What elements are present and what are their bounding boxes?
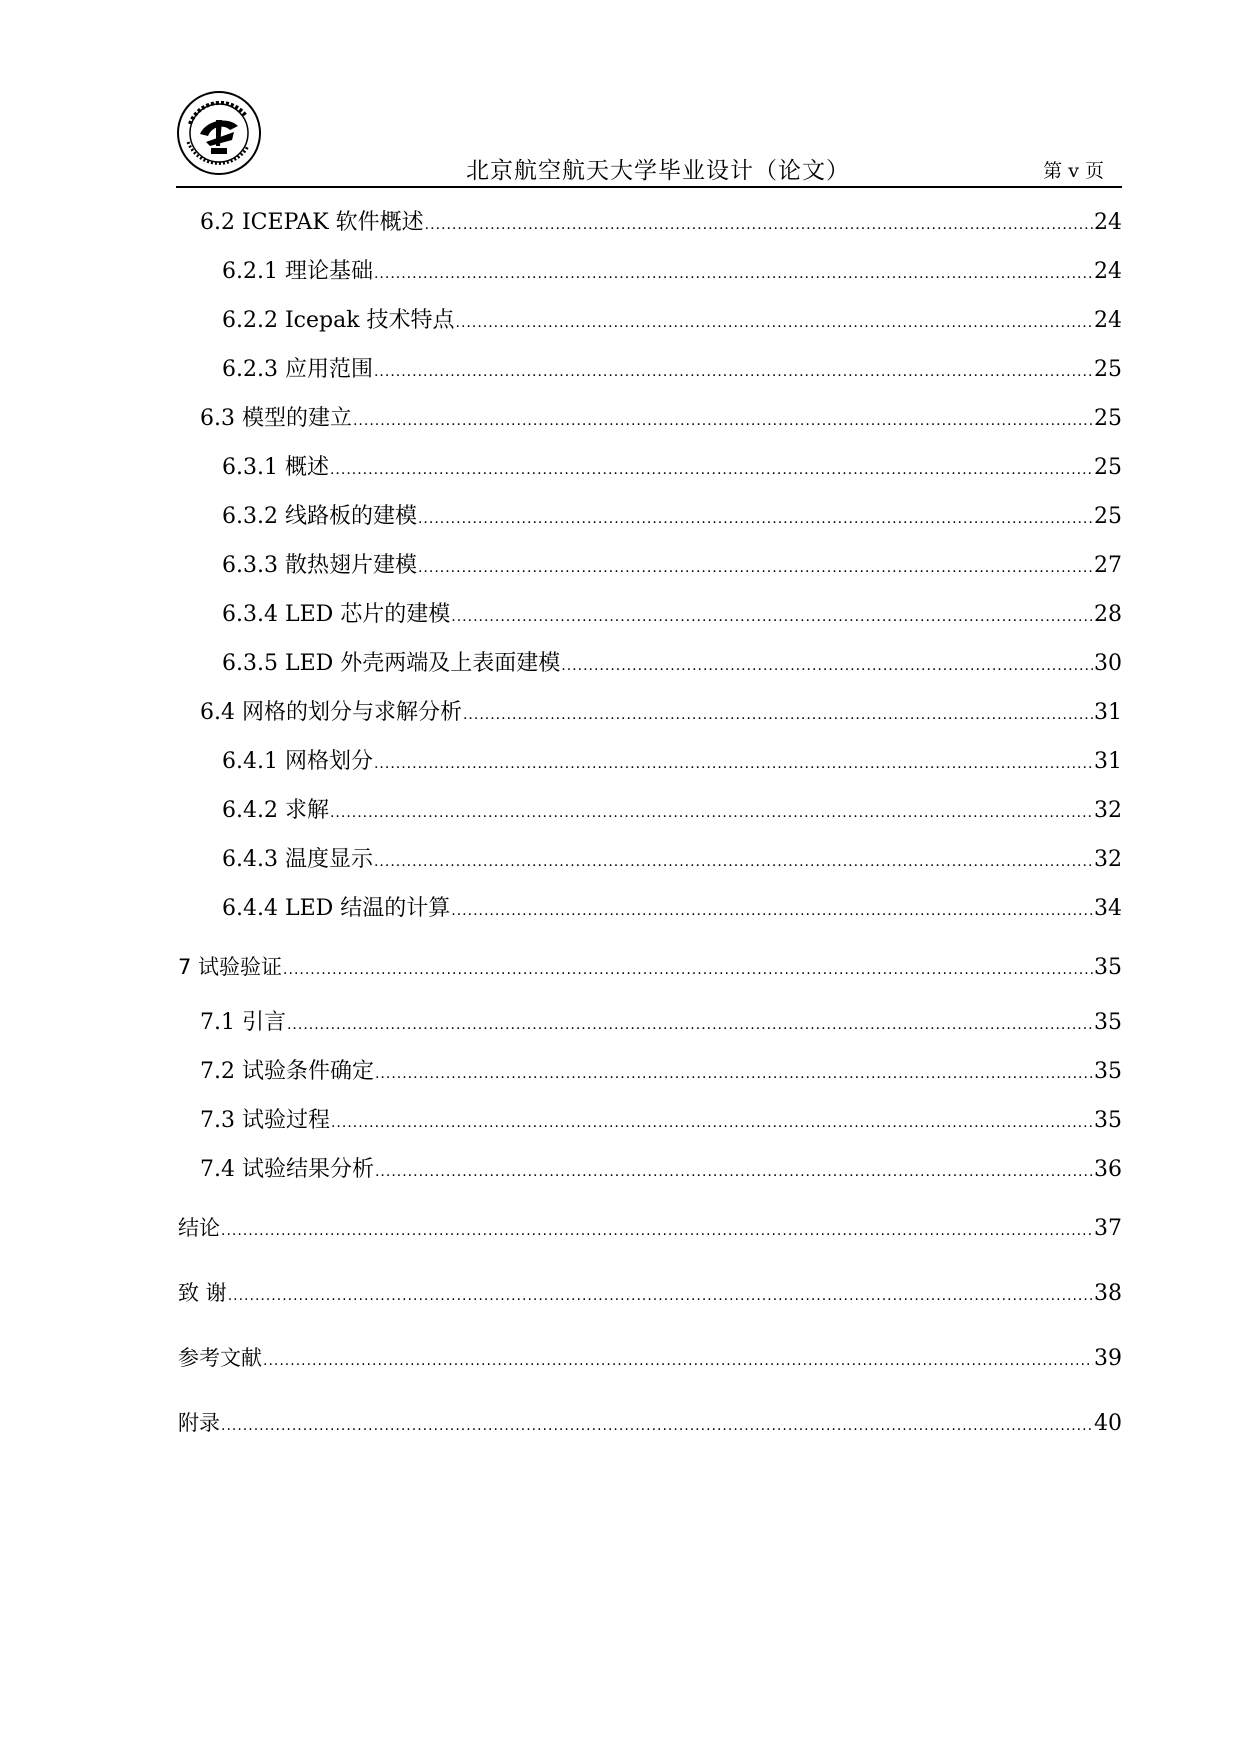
- header-title: 北京航空航天大学毕业设计（论文）: [466, 158, 850, 184]
- dot-leader: [374, 740, 1093, 789]
- toc-entry-page: 39: [1094, 1346, 1122, 1371]
- toc-entry[interactable]: [178, 688, 1122, 737]
- page-header: [176, 90, 1122, 190]
- toc-entry-label: 6.3 模型的建立: [200, 406, 352, 431]
- toc-entry[interactable]: [178, 937, 1122, 998]
- toc-entry[interactable]: [178, 1328, 1122, 1389]
- toc-entry[interactable]: [178, 492, 1122, 541]
- university-logo-icon: [176, 90, 262, 176]
- toc-entry-label: 7.2 试验条件确定: [200, 1059, 374, 1084]
- toc-entry[interactable]: [178, 835, 1122, 884]
- toc-entry-label: 6.4.4 LED 结温的计算: [222, 896, 451, 921]
- toc-entry-page: 35: [1094, 1010, 1122, 1035]
- toc-entry-label: 致 谢: [178, 1281, 227, 1305]
- dot-leader: [221, 1201, 1093, 1262]
- dot-leader: [375, 1050, 1093, 1099]
- toc-entry[interactable]: [178, 296, 1122, 345]
- toc-entry[interactable]: [178, 1393, 1122, 1454]
- toc-entry[interactable]: [178, 1047, 1122, 1096]
- toc-entry-label: 6.3.4 LED 芯片的建模: [222, 602, 451, 627]
- toc-entry-page: 24: [1094, 308, 1122, 333]
- dot-leader: [374, 250, 1093, 299]
- dot-leader: [451, 887, 1093, 936]
- toc-entry-page: 40: [1094, 1411, 1122, 1436]
- toc-entry[interactable]: [178, 1263, 1122, 1324]
- toc-entry-page: 31: [1094, 749, 1122, 774]
- toc-entry-page: 35: [1094, 1059, 1122, 1084]
- dot-leader: [374, 348, 1093, 397]
- toc-entry[interactable]: [178, 639, 1122, 688]
- dot-leader: [330, 789, 1093, 838]
- dot-leader: [418, 495, 1093, 544]
- toc-entry[interactable]: [178, 590, 1122, 639]
- dot-leader: [287, 1001, 1093, 1050]
- toc-entry-label: 6.2.2 Icepak 技术特点: [222, 308, 455, 333]
- toc-entry-page: 27: [1094, 553, 1122, 578]
- toc-entry-label: 6.2.1 理论基础: [222, 259, 373, 284]
- toc-entry-page: 25: [1094, 504, 1122, 529]
- dot-leader: [374, 838, 1093, 887]
- toc-entry-label: 6.3.5 LED 外壳两端及上表面建模: [222, 651, 561, 676]
- toc-entry-page: 28: [1094, 602, 1122, 627]
- toc-entry-page: 32: [1094, 798, 1122, 823]
- toc-entry[interactable]: [178, 394, 1122, 443]
- toc-entry-page: 35: [1094, 1108, 1122, 1133]
- dot-leader: [561, 642, 1093, 691]
- toc-entry-label: 结论: [178, 1216, 220, 1240]
- toc-entry[interactable]: [178, 786, 1122, 835]
- dot-leader: [353, 397, 1093, 446]
- toc-entry[interactable]: [178, 998, 1122, 1047]
- toc-entry-page: 35: [1094, 955, 1122, 980]
- toc-entry-label: 6.3.1 概述: [222, 455, 329, 480]
- toc-entry-label: 6.4.2 求解: [222, 798, 329, 823]
- dot-leader: [221, 1396, 1093, 1457]
- toc-entry[interactable]: [178, 541, 1122, 590]
- toc-entry[interactable]: [178, 1198, 1122, 1259]
- toc-entry[interactable]: [178, 737, 1122, 786]
- dot-leader: [425, 201, 1093, 250]
- dot-leader: [330, 446, 1093, 495]
- toc-entry[interactable]: [178, 1096, 1122, 1145]
- dot-leader: [463, 691, 1093, 740]
- toc-entry-page: 24: [1094, 259, 1122, 284]
- toc-entry[interactable]: [178, 345, 1122, 394]
- toc-entry-page: 31: [1094, 700, 1122, 725]
- toc-entry-label: 7 试验验证: [178, 955, 283, 979]
- toc-entry-page: 25: [1094, 406, 1122, 431]
- toc-entry[interactable]: [178, 247, 1122, 296]
- toc-entry-page: 38: [1094, 1281, 1122, 1306]
- toc-entry-page: 24: [1094, 210, 1122, 235]
- toc-entry-page: 36: [1094, 1157, 1122, 1182]
- toc-entry[interactable]: [178, 443, 1122, 492]
- toc-entry[interactable]: [178, 1145, 1122, 1194]
- dot-leader: [451, 593, 1093, 642]
- dot-leader: [375, 1148, 1093, 1197]
- toc-entry-page: 34: [1094, 896, 1122, 921]
- dot-leader: [283, 940, 1093, 1001]
- toc-entry-page: 37: [1094, 1216, 1122, 1241]
- dot-leader: [418, 544, 1093, 593]
- toc-entry-label: 参考文献: [178, 1346, 262, 1370]
- page-number: 第 v 页: [1043, 160, 1104, 182]
- toc-entry-label: 6.2 ICEPAK 软件概述: [200, 210, 424, 235]
- toc-entry-label: 6.3.2 线路板的建模: [222, 504, 417, 529]
- header-rule: [176, 186, 1122, 188]
- toc-entry-label: 7.3 试验过程: [200, 1108, 330, 1133]
- toc-entry-label: 6.4.3 温度显示: [222, 847, 373, 872]
- toc-entry-label: 附录: [178, 1411, 220, 1435]
- toc-entry-label: 6.4 网格的划分与求解分析: [200, 700, 462, 725]
- toc-entry[interactable]: [178, 198, 1122, 247]
- toc-entry-label: 6.2.3 应用范围: [222, 357, 373, 382]
- toc-entry-label: 7.1 引言: [200, 1010, 286, 1035]
- toc-entry-page: 25: [1094, 455, 1122, 480]
- toc-entry-label: 7.4 试验结果分析: [200, 1157, 374, 1182]
- dot-leader: [331, 1099, 1093, 1148]
- toc-entry[interactable]: [178, 884, 1122, 933]
- toc-entry-page: 25: [1094, 357, 1122, 382]
- table-of-contents: [178, 198, 1122, 1454]
- toc-entry-page: 30: [1094, 651, 1122, 676]
- toc-entry-page: 32: [1094, 847, 1122, 872]
- dot-leader: [456, 299, 1093, 348]
- toc-entry-label: 6.3.3 散热翅片建模: [222, 553, 417, 578]
- dot-leader: [228, 1266, 1093, 1327]
- toc-entry-label: 6.4.1 网格划分: [222, 749, 373, 774]
- dot-leader: [263, 1331, 1093, 1392]
